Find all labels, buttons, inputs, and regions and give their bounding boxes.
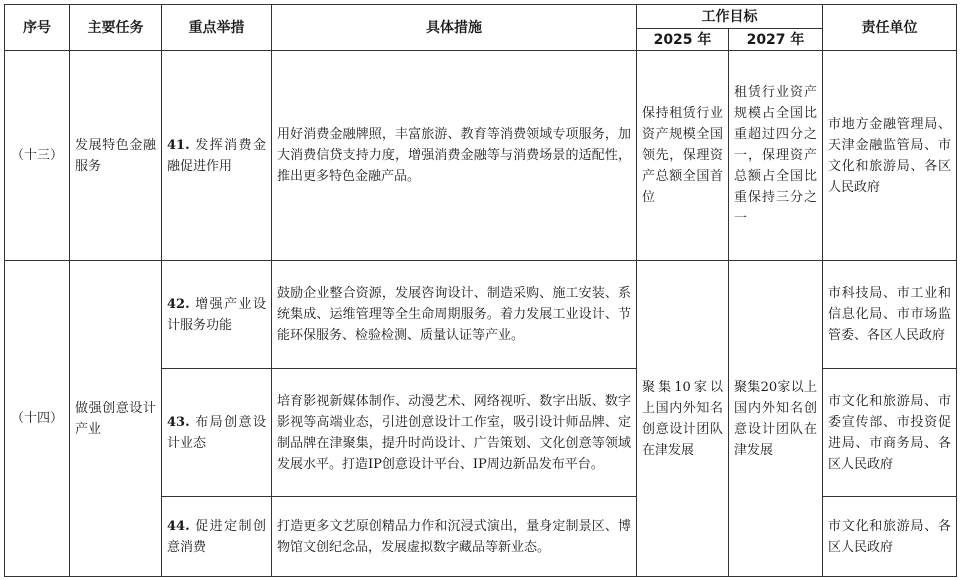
goal-2025-cell: 保持租赁行业资产规模全国领先，保理资产总额全国首位 (637, 51, 729, 261)
main-task-cell: 发展特色金融服务 (70, 51, 162, 261)
specific-measure-cell: 打造更多文艺原创精品力作和沉浸式演出，量身定制景区、博物馆文创纪念品，发展虚拟数字藏品等新业态。 (272, 497, 637, 577)
responsible-unit-cell: 市文化和旅游局、市委宣传部、市投资促进局、市商务局、各区人民政府 (823, 369, 957, 497)
goal-2027-cell: 租赁行业资产规模占全国比重超过四分之一，保理资产总额占全国比重保持三分之一 (729, 51, 823, 261)
goal-2027-cell: 聚集20家以上国内外知名创意设计团队在津发展 (729, 261, 823, 577)
responsible-unit-cell: 市文化和旅游局、各区人民政府 (823, 497, 957, 577)
responsible-unit-cell: 市科技局、市工业和信息化局、市市场监管委、各区人民政府 (823, 261, 957, 369)
table-row (5, 261, 957, 369)
header-specific-measures: 具体措施 (272, 5, 637, 51)
responsible-unit-cell: 市地方金融管理局、天津金融监管局、市文化和旅游局、各区人民政府 (823, 51, 957, 261)
measure-number: 41. (167, 137, 190, 153)
measure-text: 布局创意设计业态 (167, 414, 266, 451)
seq-cell: （十三） (5, 51, 70, 261)
table-row (5, 51, 957, 261)
seq-cell: （十四） (5, 261, 70, 577)
measure-number: 43. (167, 414, 190, 430)
header-row-1 (5, 5, 957, 29)
header-work-goal: 工作目标 (637, 5, 823, 29)
measure-number: 42. (167, 296, 190, 312)
specific-measure-cell: 鼓励企业整合资源，发展咨询设计、制造采购、施工安装、系统集成、运维管理等全生命周期服务。着力发展工业设计、节能环保服务、检验检测、质量认证等产业。 (272, 261, 637, 369)
key-measure-cell (162, 369, 272, 497)
measure-number: 44. (167, 518, 190, 534)
measure-text: 增强产业设计服务功能 (167, 296, 266, 333)
header-year-2025: 2025 年 (637, 29, 729, 51)
header-seq: 序号 (5, 5, 70, 51)
key-measure-cell (162, 497, 272, 577)
task-table (4, 4, 957, 577)
header-main-task: 主要任务 (70, 5, 162, 51)
header-key-measure: 重点举措 (162, 5, 272, 51)
key-measure-cell (162, 261, 272, 369)
header-year-2027: 2027 年 (729, 29, 823, 51)
header-responsible-unit: 责任单位 (823, 5, 957, 51)
specific-measure-cell: 培育影视新媒体制作、动漫艺术、网络视听、数字出版、数字影视等高端业态，引进创意设计工作室，吸引设计师品牌、定制品牌在津聚集，提升时尚设计、广告策划、文化创意等领域发展水平。打造IP创意设计平台、IP周边新品发布平台。 (272, 369, 637, 497)
measure-text: 发挥消费金融促进作用 (167, 137, 266, 174)
measure-text: 促进定制创意消费 (167, 518, 266, 555)
goal-2025-cell: 聚集10家以上国内外知名创意设计团队在津发展 (637, 261, 729, 577)
key-measure-cell (162, 51, 272, 261)
specific-measure-cell: 用好消费金融牌照，丰富旅游、教育等消费领域专项服务，加大消费信贷支持力度，增强消费金融等与消费场景的适配性，推出更多特色金融产品。 (272, 51, 637, 261)
main-task-cell: 做强创意设计产业 (70, 261, 162, 577)
